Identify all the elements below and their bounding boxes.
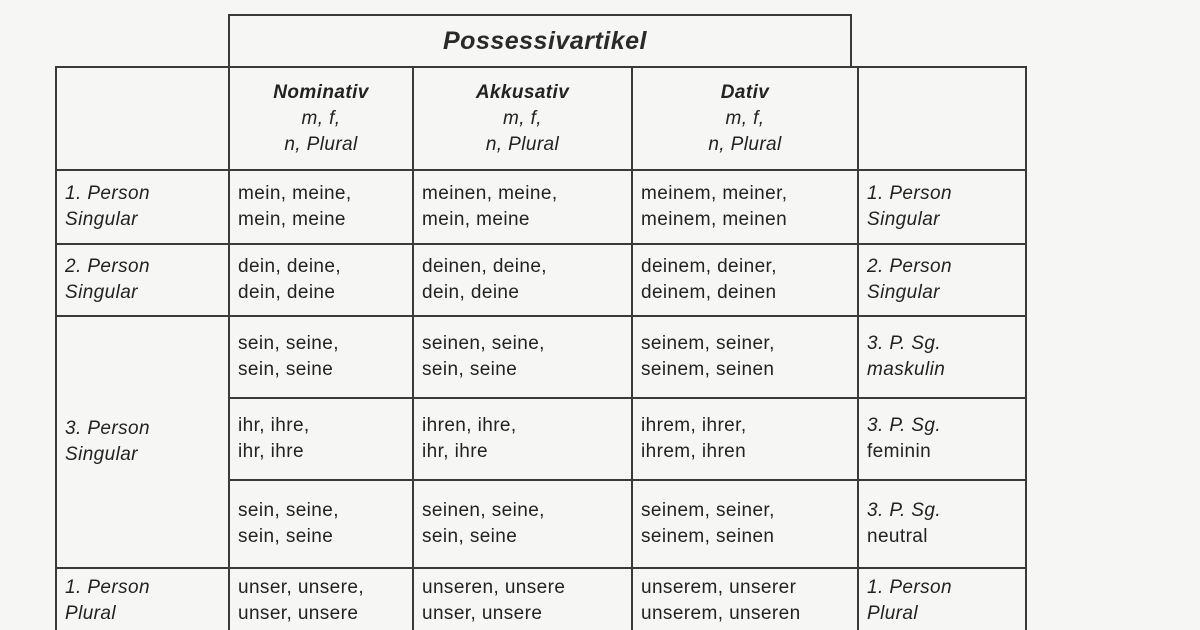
form-line: ihr, ihre	[422, 441, 488, 462]
form-line: seinem, seiner,	[641, 333, 775, 354]
form-line: dein, deine	[238, 282, 336, 303]
row-label-cell	[858, 568, 1026, 630]
label-line: maskulin	[867, 359, 946, 380]
row-label-cell	[858, 480, 1026, 568]
table-title: Possessivartikel	[443, 26, 647, 55]
column-header-dativ	[632, 67, 858, 170]
form-line: unser, unsere,	[238, 577, 365, 598]
label-line: 2. Person	[867, 256, 952, 277]
form-line: unseren, unsere	[422, 577, 566, 598]
form-line: ihrem, ihren	[641, 441, 747, 462]
form-line: unserem, unserer	[641, 577, 797, 598]
person-line: 1. Person	[65, 183, 150, 204]
label-line: 3. P. Sg.	[867, 415, 942, 436]
label-line: Singular	[867, 209, 940, 230]
form-line: sein, seine	[422, 526, 518, 547]
form-line: unserem, unseren	[641, 603, 801, 624]
form-line: seinem, seiner,	[641, 500, 775, 521]
person-line: 2. Person	[65, 256, 150, 277]
number-line: Plural	[65, 603, 116, 624]
person-cell	[56, 316, 229, 568]
form-line: seinen, seine,	[422, 500, 545, 521]
number-line: Singular	[65, 282, 138, 303]
number-line: Singular	[65, 444, 138, 465]
form-line: ihrem, ihrer,	[641, 415, 747, 436]
corner-cell-right	[858, 67, 1026, 170]
column-genders: m, f,	[301, 107, 341, 129]
akkusativ-cell	[413, 316, 632, 398]
table-row	[56, 568, 1026, 630]
label-line: neutral	[867, 526, 928, 547]
form-line: ihr, ihre	[238, 441, 304, 462]
column-plural: n, Plural	[485, 133, 560, 155]
possessive-table	[55, 66, 1027, 630]
form-line: sein, seine	[238, 359, 334, 380]
label-line: 1. Person	[867, 577, 952, 598]
table-row	[56, 244, 1026, 316]
form-line: sein, seine,	[238, 333, 339, 354]
person-cell	[56, 568, 229, 630]
label-line: feminin	[867, 441, 932, 462]
akkusativ-cell	[413, 568, 632, 630]
label-line: 1. Person	[867, 183, 952, 204]
form-line: mein, meine	[238, 209, 346, 230]
nominativ-cell	[229, 244, 413, 316]
header-row	[56, 67, 1026, 170]
form-line: meinem, meiner,	[641, 183, 788, 204]
nominativ-cell	[229, 170, 413, 244]
label-line: Singular	[867, 282, 940, 303]
form-line: dein, deine	[422, 282, 520, 303]
form-line: deinem, deiner,	[641, 256, 777, 277]
row-label-cell	[858, 244, 1026, 316]
column-genders: m, f,	[725, 107, 765, 129]
form-line: unser, unsere	[238, 603, 359, 624]
dativ-cell	[632, 244, 858, 316]
form-line: meinen, meine,	[422, 183, 558, 204]
form-line: meinem, meinen	[641, 209, 788, 230]
form-line: ihren, ihre,	[422, 415, 517, 436]
person-line: 3. Person	[65, 418, 150, 439]
dativ-cell	[632, 480, 858, 568]
row-label-cell	[858, 170, 1026, 244]
column-header-akkusativ	[413, 67, 632, 170]
akkusativ-cell	[413, 170, 632, 244]
label-line: Plural	[867, 603, 918, 624]
nominativ-cell	[229, 316, 413, 398]
form-line: seinem, seinen	[641, 526, 775, 547]
column-plural: n, Plural	[708, 133, 782, 155]
person-line: 1. Person	[65, 577, 150, 598]
nominativ-cell	[229, 568, 413, 630]
label-line: 3. P. Sg.	[867, 333, 942, 354]
row-label-cell	[858, 316, 1026, 398]
form-line: deinem, deinen	[641, 282, 777, 303]
dativ-cell	[632, 170, 858, 244]
corner-cell	[56, 67, 229, 170]
table-row	[56, 316, 1026, 398]
number-line: Singular	[65, 209, 138, 230]
form-line: dein, deine,	[238, 256, 342, 277]
label-line: 3. P. Sg.	[867, 500, 942, 521]
form-line: unser, unsere	[422, 603, 543, 624]
column-name: Nominativ	[273, 81, 369, 103]
person-cell	[56, 170, 229, 244]
form-line: sein, seine,	[238, 500, 339, 521]
title-header	[228, 14, 852, 66]
column-plural: n, Plural	[284, 133, 358, 155]
akkusativ-cell	[413, 398, 632, 480]
column-name: Dativ	[720, 81, 770, 103]
dativ-cell	[632, 398, 858, 480]
form-line: deinen, deine,	[422, 256, 547, 277]
form-line: sein, seine	[238, 526, 334, 547]
row-label-cell	[858, 398, 1026, 480]
form-line: seinem, seinen	[641, 359, 775, 380]
akkusativ-cell	[413, 480, 632, 568]
dativ-cell	[632, 568, 858, 630]
column-header-nominativ	[229, 67, 413, 170]
dativ-cell	[632, 316, 858, 398]
form-line: mein, meine	[422, 209, 530, 230]
person-cell	[56, 244, 229, 316]
akkusativ-cell	[413, 244, 632, 316]
nominativ-cell	[229, 398, 413, 480]
column-name: Akkusativ	[475, 81, 570, 103]
form-line: sein, seine	[422, 359, 518, 380]
nominativ-cell	[229, 480, 413, 568]
form-line: seinen, seine,	[422, 333, 545, 354]
column-genders: m, f,	[503, 107, 542, 129]
form-line: mein, meine,	[238, 183, 352, 204]
table-row	[56, 170, 1026, 244]
form-line: ihr, ihre,	[238, 415, 310, 436]
